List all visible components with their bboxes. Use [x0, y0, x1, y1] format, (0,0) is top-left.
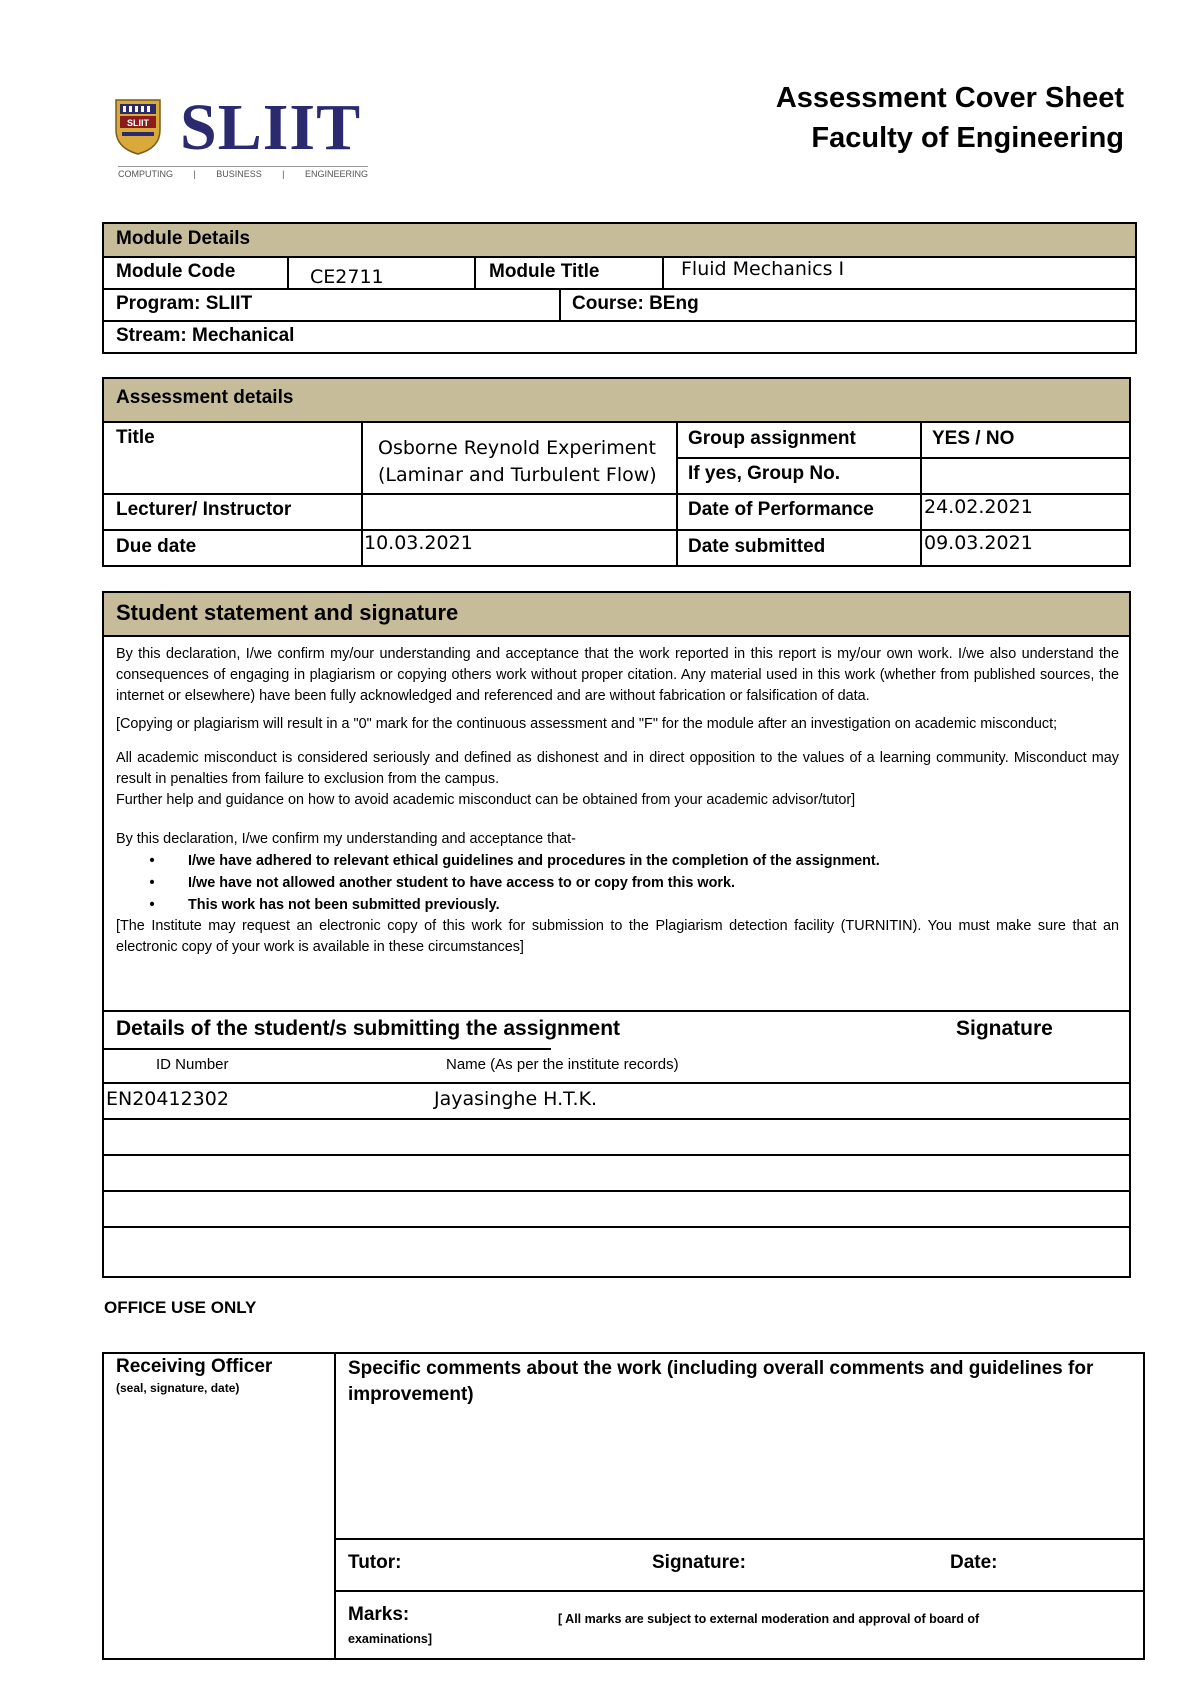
- module-details-header: Module Details: [104, 224, 1135, 256]
- office-use-label: OFFICE USE ONLY: [104, 1298, 257, 1317]
- marks-note: [ All marks are subject to external moderation and approval of board of: [558, 1612, 980, 1626]
- statement-body: [116, 644, 1119, 965]
- brand-tagline: COMPUTING | BUSINESS | ENGINEERING: [118, 166, 368, 179]
- module-title-label: Module Title: [489, 261, 600, 282]
- assessment-title-value: [378, 435, 657, 489]
- tagline-engineering: ENGINEERING: [304, 169, 368, 179]
- group-assignment-label: Group assignment: [688, 428, 856, 449]
- name-column-header: Name (As per the institute records): [446, 1056, 679, 1073]
- tutor-label: Tutor:: [348, 1552, 402, 1573]
- group-assignment-value: YES / NO: [932, 428, 1015, 449]
- marks-label: Marks:: [348, 1604, 410, 1625]
- office-use-table: [102, 1352, 1145, 1660]
- date-of-performance-label: Date of Performance: [688, 499, 874, 520]
- title-label: Title: [116, 427, 155, 448]
- id-number-column-header: ID Number: [156, 1056, 229, 1073]
- program-text: Program: SLIIT: [116, 293, 253, 314]
- statement-paragraph-5: [The Institute may request an electronic copy of this work for submission to the Plagiarism detection facility (TURNITIN). You must make sure that an electronic copy of your work is available in these circumstances]: [116, 918, 1119, 955]
- statement-header: Student statement and signature: [104, 593, 1129, 635]
- tagline-business: BUSINESS: [216, 169, 262, 179]
- sheet-title: [776, 78, 1124, 158]
- students-header: Details of the student/s submitting the assignment: [116, 1017, 621, 1040]
- statement-paragraph-2: [Copying or plagiarism will result in a "0" mark for the continuous assessment and "F" for the module after an investigation on academic misconduct;: [116, 716, 1058, 732]
- statement-paragraph-3a: All academic misconduct is considered seriously and defined as dishonest and in direct opposition to the values of a learning community. Misconduct may result in penalties from failure to exclusion from the campus.: [116, 750, 1119, 787]
- assessment-title-line1: Osborne Reynold Experiment: [378, 437, 656, 459]
- due-date-value: 10.03.2021: [364, 532, 473, 554]
- statement-bullet-2: • I/we have not allowed another student to have access to or copy from this work.: [149, 875, 735, 891]
- statement-paragraph-3b: Further help and guidance on how to avoid academic misconduct can be obtained from your academic advisor/tutor]: [116, 792, 856, 808]
- marks-note-end: examinations]: [348, 1632, 433, 1646]
- tagline-computing: COMPUTING: [118, 169, 173, 179]
- crest-icon: [114, 96, 162, 156]
- student-name-1: Jayasinghe H.T.K.: [434, 1088, 598, 1110]
- course-text: Course: BEng: [572, 293, 699, 314]
- statement-paragraph-1: By this declaration, I/we confirm my/our understanding and acceptance that the work reported in this report is my/our own work. I/we also understand the consequences of engaging in plagiarism or copying others work without proper citation. Any material used in this work (whether from published sources, the internet or elsewhere) have been fully acknowledged and referenced and are without fabrication or falsification of data.: [116, 646, 1119, 704]
- tutor-date-label: Date:: [950, 1552, 998, 1573]
- brand-name: SLIIT: [180, 91, 362, 164]
- lecturer-label: Lecturer/ Instructor: [116, 499, 292, 520]
- statement-bullet-1: • I/we have adhered to relevant ethical guidelines and procedures in the completion of the assignment.: [149, 853, 880, 869]
- module-details-table: [102, 222, 1137, 354]
- title-line2: Faculty of Engineering: [811, 122, 1124, 154]
- signature-header: Signature: [956, 1017, 1053, 1040]
- tutor-signature-label: Signature:: [652, 1552, 746, 1573]
- date-submitted-value: 09.03.2021: [924, 532, 1033, 554]
- receiving-officer-sublabel: (seal, signature, date): [116, 1381, 240, 1395]
- statement-paragraph-4: By this declaration, I/we confirm my understanding and acceptance that-: [116, 831, 576, 847]
- student-id-1: EN20412302: [106, 1088, 229, 1110]
- assessment-title-line2: (Laminar and Turbulent Flow): [378, 464, 657, 486]
- student-statement-section: [102, 591, 1131, 1278]
- assessment-details-header: Assessment details: [104, 379, 1129, 421]
- module-code-label: Module Code: [116, 261, 236, 282]
- receiving-officer-label: Receiving Officer: [116, 1356, 273, 1377]
- comments-label: Specific comments about the work (including overall comments and guidelines for improvement): [348, 1358, 1094, 1405]
- statement-bullet-3: • This work has not been submitted previously.: [149, 897, 500, 913]
- date-submitted-label: Date submitted: [688, 536, 826, 557]
- group-no-label: If yes, Group No.: [688, 463, 841, 484]
- date-of-performance-value: 24.02.2021: [924, 496, 1033, 518]
- sliit-logo: [114, 91, 374, 186]
- assessment-details-table: [102, 377, 1131, 567]
- module-code-value: CE2711: [310, 266, 384, 288]
- due-date-label: Due date: [116, 536, 197, 557]
- crest-text: SLIIT: [127, 118, 149, 128]
- module-title-value: Fluid Mechanics I: [681, 258, 845, 280]
- title-line1: Assessment Cover Sheet: [775, 82, 1124, 114]
- stream-text: Stream: Mechanical: [116, 325, 295, 346]
